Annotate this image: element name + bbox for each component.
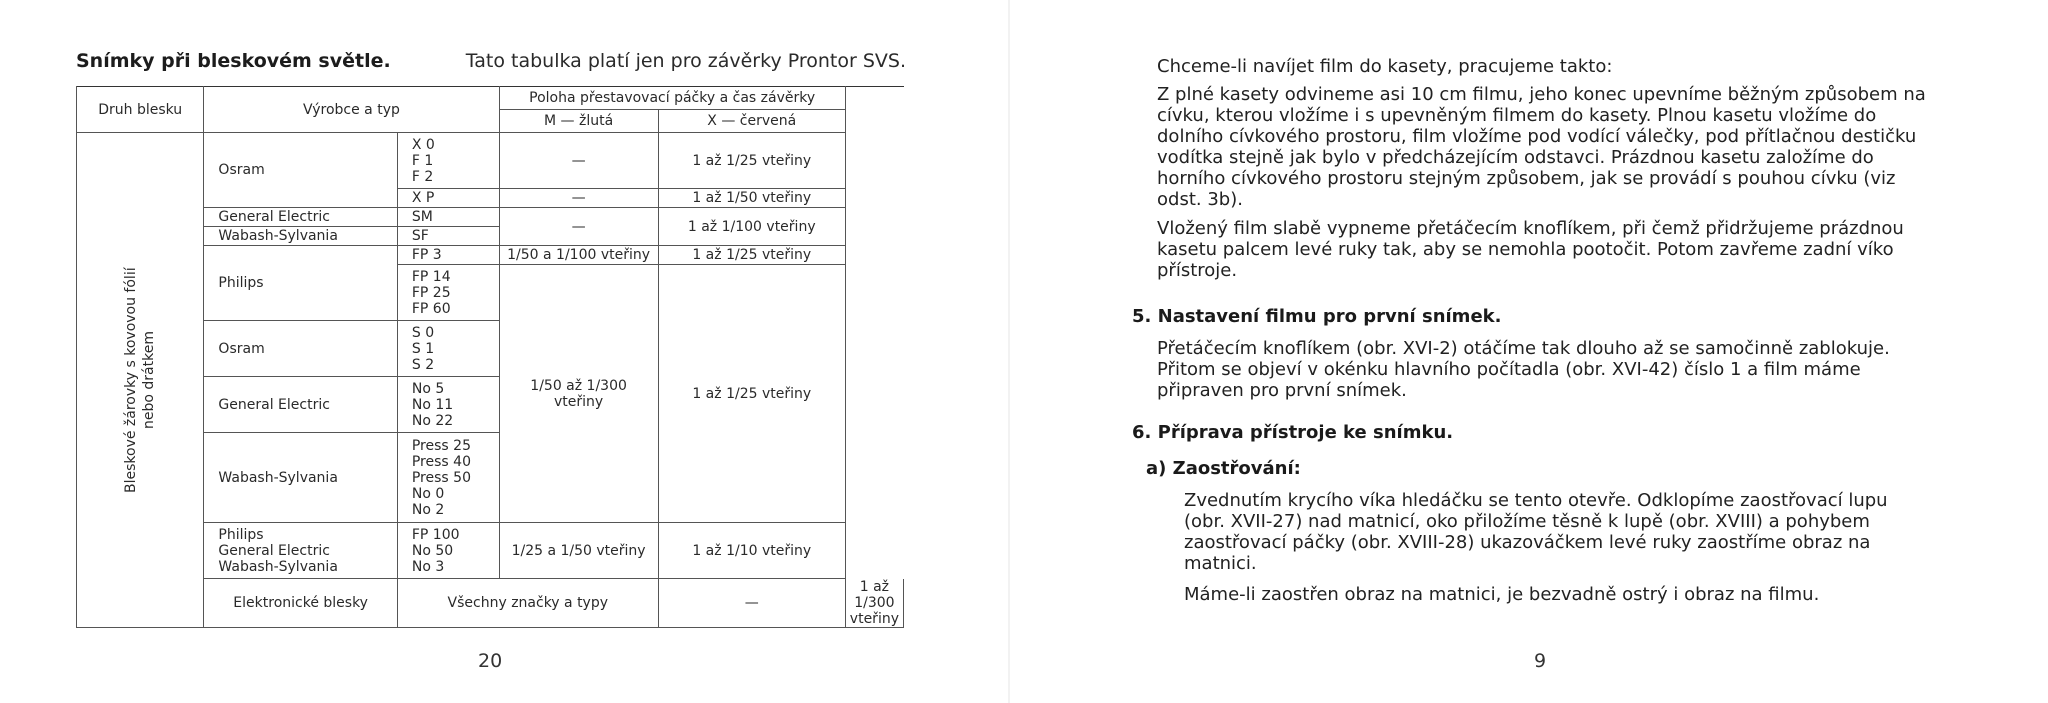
all-brands: Všechny značky a typy: [397, 579, 658, 628]
m-osram-1: —: [499, 133, 658, 189]
maker-philips-1: Philips: [204, 246, 397, 321]
group-electronic-label: Elektronické blesky: [204, 579, 397, 628]
types-osram-s: S 0 S 1 S 2: [397, 321, 499, 377]
paragraph-cassette: Z plné kasety odvineme asi 10 cm filmu, jeho konec upevníme běžným způsobem na cívku, kterou vložíme i s upevněným filmem do kasety. Plnou kasetu vložíme do dolního cívkového prostoru, film vložíme pod vodící válečky, pod přítlačnou destičku vodítka stejně jak bylo v předcházejícím odstavci. Prázdnou kasetu založíme do horního cívkového prostoru stejným způsobem, jak se provádí s pouhou cívku (viz odst. 3b).: [1157, 84, 1926, 210]
left-page: [0, 0, 1010, 703]
left-heading: [76, 50, 906, 72]
x-osram-1: 1 až 1/25 vteřiny: [658, 133, 845, 189]
maker-ge-1: General Electric: [204, 208, 397, 227]
heading-focusing: a) Zaostřování:: [1146, 458, 1301, 479]
paragraph-focusing-1: Zvednutím krycího víka hledáčku se tento otevře. Odklopíme zaostřovací lupu (obr. XVII-27) nad matnicí, oko přiložíme těsně k lupě (obr. XVIII) a pohybem zaostřovací páčky (obr. XVIII-28) ukazováčkem levé ruky zaostříme obraz na matnici.: [1184, 490, 1888, 574]
x-combined: 1 až 1/10 vteřiny: [658, 523, 845, 579]
flash-table: [76, 86, 904, 628]
types-wabash-press: Press 25 Press 40 Press 50 No 0 No 2: [397, 433, 499, 523]
header-x: X — červená: [658, 110, 845, 133]
x-block-main: 1 až 1/25 vteřiny: [658, 265, 845, 523]
m-fp3: 1/50 a 1/100 vteřiny: [499, 246, 658, 265]
types-philips-fp: FP 14 FP 25 FP 60: [397, 265, 499, 321]
group-bulbs-label: Bleskové žárovky s kovovou fólií nebo drátkem: [123, 266, 158, 493]
types-ge-no: No 5 No 11 No 22: [397, 377, 499, 433]
types-combined: FP 100 No 50 No 3: [397, 523, 499, 579]
header-position: Poloha přestavovací páčky a čas závěrky: [499, 87, 845, 110]
maker-wabash-2: Wabash-Sylvania: [204, 433, 397, 523]
maker-osram-2: Osram: [204, 321, 397, 377]
header-maker: Výrobce a typ: [204, 87, 499, 133]
types-sm: SM: [397, 208, 499, 227]
section-title: Snímky při bleskovém světle.: [76, 50, 391, 72]
heading-section-6: 6. Příprava přístroje ke snímku.: [1132, 422, 1454, 443]
types-fp3: FP 3: [397, 246, 499, 265]
m-block-main: 1/50 až 1/300 vteřiny: [499, 265, 658, 523]
maker-osram: Osram: [204, 133, 397, 208]
maker-ge-2: General Electric: [204, 377, 397, 433]
table-note: Tato tabulka platí jen pro závěrky Prontor SVS.: [465, 50, 906, 72]
types-osram-xp: X P: [397, 189, 499, 208]
x-fp3: 1 až 1/25 vteřiny: [658, 246, 845, 265]
paragraph-section-5: Přetáčecím knoflíkem (obr. XVI-2) otáčíme tak dlouho až se samočinně zablokuje. Přitom se objeví v okénku hlavního počítadla (obr. XVI-42) číslo 1 a film máme připraven pro první snímek.: [1157, 338, 1890, 401]
paragraph-focusing-2: Máme-li zaostřen obraz na matnici, je bezvadně ostrý i obraz na filmu.: [1184, 584, 1820, 605]
header-m: M — žlutá: [499, 110, 658, 133]
page-number-right: 9: [1534, 650, 1547, 672]
types-sf: SF: [397, 227, 499, 246]
types-osram-1: X 0 F 1 F 2: [397, 133, 499, 189]
intro-line: Chceme-li navíjet film do kasety, pracujeme takto:: [1157, 56, 1613, 77]
maker-combined: Philips General Electric Wabash-Sylvania: [204, 523, 397, 579]
m-electronic: —: [658, 579, 845, 628]
x-sm-sf: 1 až 1/100 vteřiny: [658, 208, 845, 246]
m-combined: 1/25 a 1/50 vteřiny: [499, 523, 658, 579]
maker-wabash-1: Wabash-Sylvania: [204, 227, 397, 246]
m-sm-sf: —: [499, 208, 658, 246]
x-electronic: 1 až 1/300 vteřiny: [845, 579, 903, 628]
right-page: [1010, 0, 2048, 703]
m-osram-xp: —: [499, 189, 658, 208]
paragraph-tension: Vložený film slabě vypneme přetáčecím knoflíkem, při čemž přidržujeme prázdnou kasetu palcem levé ruky tak, aby se nemohla pootočit. Potom zavřeme zadní víko přístroje.: [1157, 218, 1904, 281]
header-flash-type: Druh blesku: [77, 87, 204, 133]
x-osram-xp: 1 až 1/50 vteřiny: [658, 189, 845, 208]
page-number-left: 20: [478, 650, 503, 672]
group-bulbs-cell: [77, 133, 204, 628]
heading-section-5: 5. Nastavení filmu pro první snímek.: [1132, 306, 1502, 327]
